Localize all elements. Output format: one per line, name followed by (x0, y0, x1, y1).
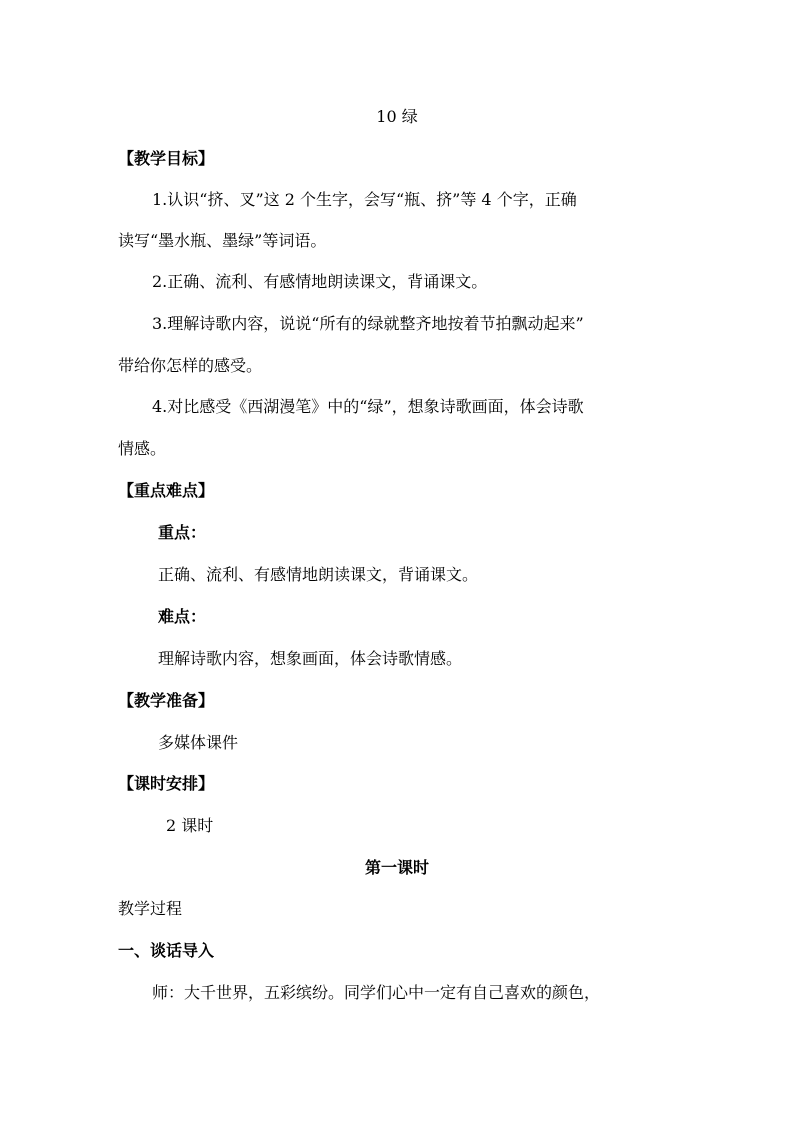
part-one-text: 师：大千世界，五彩缤纷。同学们心中一定有自己喜欢的颜色， (152, 983, 601, 1002)
goal-line-3: 3.理解诗歌内容，说说“所有的绿就整齐地按着节拍飘动起来” (152, 314, 584, 333)
teaching-process-label: 教学过程 (118, 899, 183, 918)
lesson-title: 第一课时 (364, 858, 429, 877)
goal-line-2: 2.正确、流利、有感情地朗读课文，背诵课文。 (152, 272, 488, 291)
key-points-heading: 【重点难点】 (118, 481, 215, 500)
schedule-heading: 【课时安排】 (118, 774, 215, 793)
teaching-goals-heading: 【教学目标】 (118, 149, 215, 168)
schedule-text: 2 课时 (166, 816, 214, 835)
goal-line-1: 1.认识“挤、叉”这 2 个生字，会写“瓶、挤”等 4 个字，正确 (152, 190, 577, 209)
goal-line-4: 4.对比感受《西湖漫笔》中的“绿”，想象诗歌画面，体会诗歌 (152, 397, 584, 416)
key-point-label: 重点： (158, 523, 207, 542)
teaching-prep-text: 多媒体课件 (158, 733, 239, 752)
difficult-point-text: 理解诗歌内容，想象画面，体会诗歌情感。 (158, 649, 463, 668)
teaching-prep-heading: 【教学准备】 (118, 691, 215, 710)
goal-line-4-cont: 情感。 (118, 439, 167, 458)
difficult-point-label: 难点： (158, 607, 207, 626)
goal-line-1-cont: 读写“墨水瓶、墨绿”等词语。 (118, 231, 327, 250)
key-point-text: 正确、流利、有感情地朗读课文，背诵课文。 (158, 565, 479, 584)
part-one-heading: 一、谈话导入 (118, 941, 215, 960)
document-title: 10 绿 (376, 107, 418, 126)
goal-line-3-cont: 带给你怎样的感受。 (118, 356, 263, 375)
